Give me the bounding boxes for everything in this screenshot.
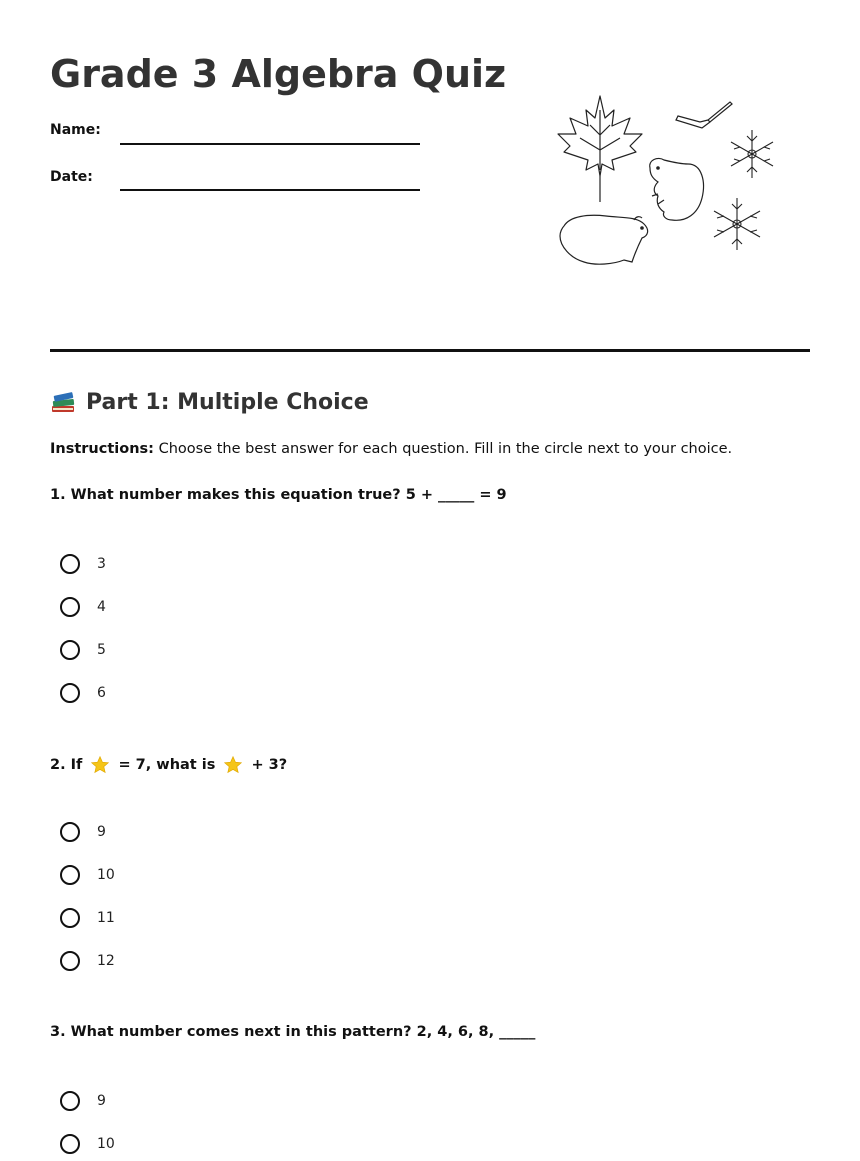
question-2-text-middle: = 7, what is — [113, 757, 221, 773]
snowflake-icon — [714, 198, 760, 250]
star-icon — [223, 755, 243, 775]
option-q3-b[interactable] — [60, 1134, 115, 1154]
question-2-text-after: + 3? — [246, 757, 288, 773]
instructions-label: Instructions: — [50, 441, 154, 457]
option-label: 9 — [97, 824, 106, 840]
radio-button[interactable] — [60, 554, 80, 574]
snowflake-icon — [731, 130, 773, 178]
option-q2-d[interactable] — [60, 951, 115, 971]
name-label: Name: — [50, 122, 101, 138]
question-3: 3. What number comes next in this pattern? 2, 4, 6, 8, _____ — [50, 1024, 536, 1040]
radio-button[interactable] — [60, 908, 80, 928]
radio-button[interactable] — [60, 865, 80, 885]
section-title — [50, 389, 369, 415]
date-label: Date: — [50, 169, 93, 185]
option-label: 3 — [97, 556, 106, 572]
radio-button[interactable] — [60, 683, 80, 703]
section-title-text: Part 1: Multiple Choice — [86, 389, 369, 415]
option-q3-a[interactable] — [60, 1091, 106, 1111]
option-q2-b[interactable] — [60, 865, 115, 885]
question-1: 1. What number makes this equation true? 5 + _____ = 9 — [50, 487, 507, 503]
option-q1-a[interactable] — [60, 554, 106, 574]
date-field[interactable] — [120, 189, 420, 191]
books-icon — [50, 389, 76, 415]
option-q2-c[interactable] — [60, 908, 115, 928]
option-q1-c[interactable] — [60, 640, 106, 660]
section-divider — [50, 349, 810, 352]
name-field[interactable] — [120, 143, 420, 145]
radio-button[interactable] — [60, 597, 80, 617]
hockey-stick-icon — [676, 102, 732, 128]
canadian-illustration — [540, 90, 790, 270]
radio-button[interactable] — [60, 1134, 80, 1154]
beaver-icon — [560, 215, 648, 264]
radio-button[interactable] — [60, 1091, 80, 1111]
question-2-text-before: 2. If — [50, 757, 88, 773]
option-q1-b[interactable] — [60, 597, 106, 617]
radio-button[interactable] — [60, 951, 80, 971]
option-label: 10 — [97, 867, 115, 883]
option-label: 6 — [97, 685, 106, 701]
option-label: 11 — [97, 910, 115, 926]
option-label: 9 — [97, 1093, 106, 1109]
option-label: 5 — [97, 642, 106, 658]
radio-button[interactable] — [60, 822, 80, 842]
instructions — [50, 441, 732, 457]
option-q2-a[interactable] — [60, 822, 106, 842]
option-q1-d[interactable] — [60, 683, 106, 703]
radio-button[interactable] — [60, 640, 80, 660]
option-label: 10 — [97, 1136, 115, 1152]
option-label: 12 — [97, 953, 115, 969]
option-label: 4 — [97, 599, 106, 615]
maple-leaf-icon — [558, 96, 642, 202]
groundhog-icon — [650, 158, 704, 220]
star-icon — [90, 755, 110, 775]
question-2 — [50, 755, 287, 775]
page-title: Grade 3 Algebra Quiz — [50, 52, 507, 96]
instructions-text: Choose the best answer for each question. Fill in the circle next to your choice. — [153, 441, 733, 457]
